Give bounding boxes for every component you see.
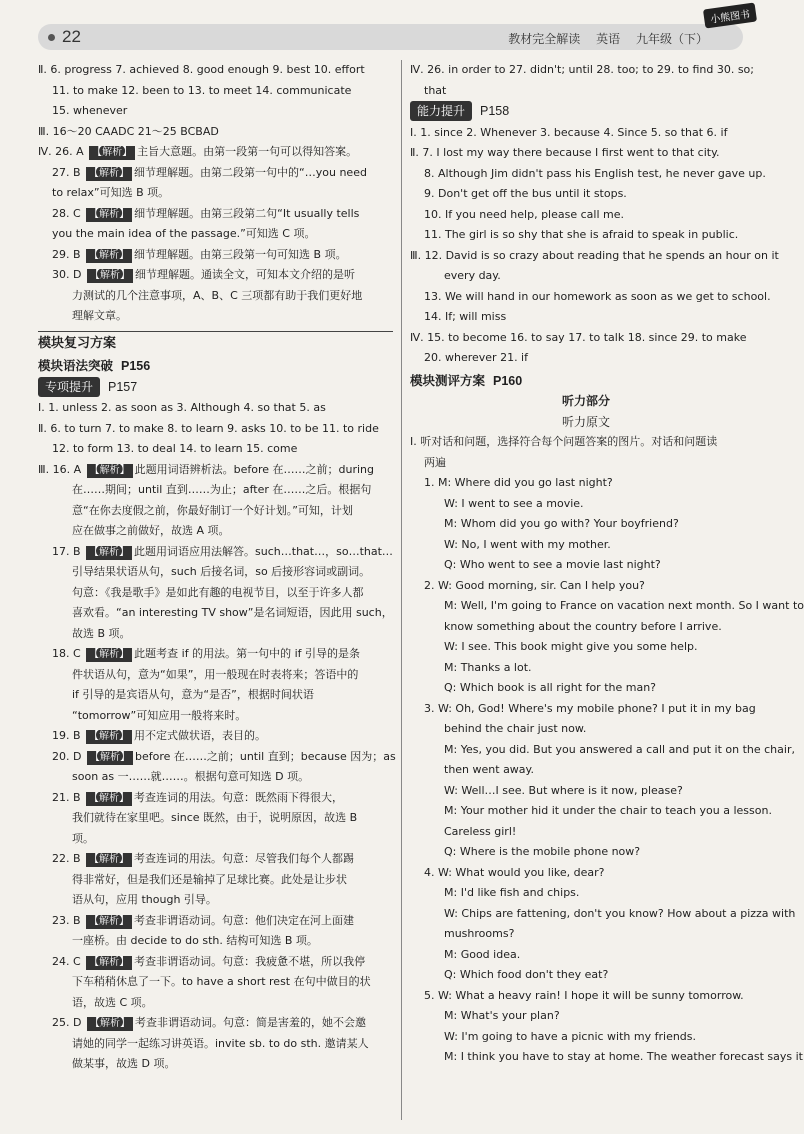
answer-line: 13. We will hand in our homework as soon as we get to school. bbox=[424, 289, 771, 303]
answer-line: Q: Which book is all right for the man? bbox=[444, 681, 657, 694]
answer-line: Ⅲ. 12. David is so crazy about reading that he spends an hour on it bbox=[410, 248, 779, 262]
answer-line bbox=[38, 911, 393, 932]
answer-number: 23. B bbox=[52, 913, 85, 927]
analysis-tag: 【解析】 bbox=[86, 546, 132, 560]
answer-line: 故选 B 项。 bbox=[72, 626, 131, 640]
answer-number: 21. B bbox=[52, 790, 85, 804]
answer-line: M: I'd like fish and chips. bbox=[444, 886, 580, 899]
analysis-tag: 【解析】 bbox=[86, 792, 132, 806]
left-column bbox=[38, 60, 396, 1075]
analysis-tag: 【解析】 bbox=[86, 648, 132, 662]
answer-line: every day. bbox=[444, 269, 501, 282]
answer-number: 19. B bbox=[52, 729, 85, 742]
answer-line bbox=[38, 849, 393, 870]
answer-line: Q: Which food don't they eat? bbox=[444, 968, 609, 981]
answer-line bbox=[38, 747, 396, 768]
answer-line bbox=[38, 788, 393, 809]
answer-line: 语从句，应用 though 引导。 bbox=[72, 893, 217, 906]
answer-line: 意“在你去度假之前，你最好制订一个好计划。”可知，计划 bbox=[72, 503, 353, 517]
answer-line: 下车稍稍休息了一下。to have a short rest 在句中做目的状 bbox=[72, 975, 371, 988]
answer-line: W: I went to see a movie. bbox=[444, 496, 584, 510]
analysis-tag: 【解析】 bbox=[86, 730, 132, 744]
analysis-text: 此题用词语应用法解答。such…that…，so…that… bbox=[134, 544, 393, 558]
answer-line: Ⅲ. 16～20 CAADC 21～25 BCBAD bbox=[38, 124, 219, 138]
answer-line: 语，故选 C 项。 bbox=[72, 995, 153, 1009]
analysis-tag: 【解析】 bbox=[89, 146, 135, 160]
answer-line: 14. If; will miss bbox=[424, 310, 507, 323]
answer-line: Careless girl! bbox=[444, 824, 517, 838]
page-reference: P158 bbox=[480, 104, 510, 118]
analysis-tag: 【解析】 bbox=[86, 167, 132, 181]
answer-line: 做某事，故选 D 项。 bbox=[72, 1057, 176, 1070]
book-title: 教材完全解读 bbox=[508, 32, 581, 46]
answer-number: 28. C bbox=[52, 206, 85, 220]
answer-line bbox=[38, 726, 393, 747]
answer-number: 18. C bbox=[52, 647, 85, 660]
answer-line: Q: Where is the mobile phone now? bbox=[444, 845, 641, 858]
answer-line: 得非常好，但是我们还是输掉了足球比赛。此处是让步状 bbox=[72, 872, 347, 886]
centered-heading: 听力部分 bbox=[561, 394, 610, 408]
analysis-text: 细节理解题。由第二段第一句中的“…you need bbox=[134, 165, 367, 179]
answer-line: then went away. bbox=[444, 763, 534, 776]
answer-line: 3. W: Oh, God! Where's my mobile phone? I put it in my bag bbox=[424, 701, 756, 715]
answer-line: Ⅱ. 7. I lost my way there because I first went to that city. bbox=[410, 146, 720, 159]
answer-line: W: No, I went with my mother. bbox=[444, 537, 611, 551]
answer-number: 17. B bbox=[52, 544, 85, 558]
pill-label: 专项提升 bbox=[38, 377, 100, 397]
answer-line: to relax”可知选 B 项。 bbox=[52, 186, 170, 199]
answer-line bbox=[38, 204, 393, 225]
analysis-text: 此题考查 if 的用法。第一句中的 if 引导的是条 bbox=[134, 647, 361, 660]
answer-line: know something about the country before I arrive. bbox=[444, 619, 722, 633]
analysis-tag: 【解析】 bbox=[86, 956, 132, 970]
answer-line: 项。 bbox=[72, 831, 94, 845]
answer-line: Ⅰ. 1. since 2. Whenever 3. because 4. Since 5. so that 6. if bbox=[410, 125, 728, 139]
answer-number: 20. D bbox=[52, 749, 85, 763]
answer-line: M: Thanks a lot. bbox=[444, 660, 532, 674]
analysis-tag: 【解析】 bbox=[87, 269, 133, 283]
answer-line: W: Chips are fattening, don't you know? How about a pizza with bbox=[444, 906, 796, 920]
analysis-tag: 【解析】 bbox=[86, 853, 132, 867]
answer-number: 24. C bbox=[52, 954, 85, 968]
answer-line: Ⅳ. 15. to become 16. to say 17. to talk 18. since 29. to make bbox=[410, 330, 747, 344]
pill-heading bbox=[410, 101, 762, 123]
answer-line: M: Good idea. bbox=[444, 947, 521, 961]
answer-line: 引导结果状语从句，such 后接名词，so 后接形容词或副词。 bbox=[72, 565, 371, 578]
bullet-dot-icon bbox=[48, 34, 55, 41]
answer-line: 10. If you need help, please call me. bbox=[424, 207, 624, 221]
publisher-logo: 小熊图书 bbox=[703, 2, 757, 28]
answer-line: 一座桥。由 decide to do sth. 结构可知选 B 项。 bbox=[72, 934, 318, 947]
answer-line: M: Your mother hid it under the chair to teach you a lesson. bbox=[444, 804, 772, 817]
centered-heading: 听力原文 bbox=[561, 414, 610, 429]
answer-line bbox=[38, 1013, 393, 1034]
answer-line: 20. wherever 21. if bbox=[424, 351, 528, 364]
answer-line: 5. W: What a heavy rain! I hope it will be sunny tomorrow. bbox=[424, 988, 744, 1002]
answer-number: Ⅳ. 26. A bbox=[38, 145, 88, 158]
subject-label: 英语 bbox=[596, 32, 621, 46]
answer-line: Ⅱ. 6. to turn 7. to make 8. to learn 9. asks 10. to be 11. to ride bbox=[38, 421, 379, 435]
answer-line: 12. to form 13. to deal 14. to learn 15. come bbox=[52, 442, 298, 455]
answer-line bbox=[38, 163, 393, 184]
answer-line: Ⅰ. 听对话和问题，选择符合每个问题答案的图片。对话和问题读 bbox=[410, 435, 718, 448]
analysis-text: 考查连词的用法。句意：尽管我们每个人都踢 bbox=[134, 852, 355, 865]
answer-line: “tomorrow”可知应用一般将来时。 bbox=[72, 708, 247, 722]
subsection-heading bbox=[38, 356, 393, 377]
section-heading: 模块复习方案 bbox=[38, 331, 393, 355]
answer-number: 30. D bbox=[52, 268, 85, 281]
analysis-text: 考查非谓语动词。句意：我疲惫不堪，所以我停 bbox=[134, 954, 366, 968]
answer-line bbox=[38, 245, 393, 266]
answer-line: 两遍 bbox=[424, 455, 446, 469]
answer-line: 2. W: Good morning, sir. Can I help you? bbox=[424, 578, 645, 592]
analysis-tag: 【解析】 bbox=[87, 1017, 133, 1031]
answer-line: M: What's your plan? bbox=[444, 1009, 560, 1022]
answer-line: soon as 一……就……。根据句意可知选 D 项。 bbox=[72, 770, 310, 783]
answer-line: that bbox=[424, 83, 447, 97]
pill-heading bbox=[38, 377, 393, 399]
answer-line: Ⅳ. 26. in order to 27. didn't; until 28. too; to 29. to find 30. so; bbox=[410, 63, 754, 76]
answer-line: Q: Who went to see a movie last night? bbox=[444, 558, 661, 571]
answer-line: 句意：《我是歌手》是如此有趣的电视节目，以至于许多人都 bbox=[72, 585, 364, 599]
subsection-title: 模块语法突破 bbox=[38, 358, 114, 373]
answer-line bbox=[38, 265, 393, 286]
answer-line: you the main idea of the passage.”可知选 C 项。 bbox=[52, 227, 316, 240]
answer-line: W: I'm going to have a picnic with my friends. bbox=[444, 1029, 697, 1043]
right-column bbox=[410, 60, 804, 1068]
answer-line: 1. M: Where did you go last night? bbox=[424, 476, 613, 489]
answer-line: M: Well, I'm going to France on vacation next month. So I want to bbox=[444, 599, 804, 612]
answer-line: Ⅱ. 6. progress 7. achieved 8. good enough 9. best 10. effort bbox=[38, 63, 365, 76]
analysis-tag: 【解析】 bbox=[86, 249, 132, 263]
answer-line: 喜欢看。“an interesting TV show”是名词短语，因此用 such， bbox=[72, 606, 393, 619]
answer-line: behind the chair just now. bbox=[444, 722, 587, 735]
answer-line bbox=[38, 142, 393, 163]
answer-line: 9. Don't get off the bus until it stops. bbox=[424, 187, 627, 200]
answer-line bbox=[38, 460, 393, 481]
page-reference: P160 bbox=[493, 373, 523, 388]
analysis-text: 考查非谓语动词。句意：简是害羞的，她不会邀 bbox=[134, 1016, 366, 1029]
page-reference: P157 bbox=[108, 379, 138, 394]
analysis-text: 细节理解题。通读全文，可知本文介绍的是听 bbox=[134, 268, 355, 281]
page-reference: P156 bbox=[121, 359, 151, 373]
analysis-text: 此题用词语辨析法。before 在……之前；during bbox=[134, 462, 374, 476]
analysis-text: 考查非谓语动词。句意：他们决定在河上面建 bbox=[134, 913, 355, 927]
answer-number: 27. B bbox=[52, 165, 85, 179]
analysis-text: 细节理解题。由第三段第二句“It usually tells bbox=[134, 206, 360, 220]
answer-number: 29. B bbox=[52, 247, 85, 261]
answer-line: W: Well…I see. But where is it now, please? bbox=[444, 783, 683, 797]
subsection-heading bbox=[410, 371, 762, 392]
answer-number: 22. B bbox=[52, 852, 85, 865]
analysis-tag: 【解析】 bbox=[86, 208, 132, 222]
answer-line: M: I think you have to stay at home. The weather forecast says it bbox=[444, 1050, 803, 1063]
grade-label: 九年级（下） bbox=[635, 32, 708, 46]
analysis-text: 主旨大意题。由第一段第一句可以得知答案。 bbox=[137, 145, 358, 158]
analysis-tag: 【解析】 bbox=[86, 915, 132, 929]
page-number: 22 bbox=[62, 27, 81, 46]
answer-number: 25. D bbox=[52, 1016, 85, 1029]
analysis-text: 用不定式做状语，表目的。 bbox=[134, 729, 267, 742]
answer-line: 11. to make 12. been to 13. to meet 14. communicate bbox=[52, 83, 352, 97]
analysis-tag: 【解析】 bbox=[87, 464, 133, 478]
answer-line: 力测试的几个注意事项，A、B、C 三项都有助于我们更好地 bbox=[72, 288, 363, 302]
answer-number: Ⅲ. 16. A bbox=[38, 462, 85, 476]
answer-line: 应在做事之前做好，故选 A 项。 bbox=[72, 524, 230, 537]
analysis-tag: 【解析】 bbox=[87, 751, 133, 765]
answer-line: 11. The girl is so shy that she is afraid to speak in public. bbox=[424, 228, 739, 241]
answer-line bbox=[38, 542, 393, 563]
answer-line: W: I see. This book might give you some help. bbox=[444, 640, 698, 653]
answer-line: mushrooms? bbox=[444, 927, 515, 940]
page-header bbox=[0, 0, 768, 58]
answer-line: if 引导的是宾语从句，意为“是否”，根据时间状语 bbox=[72, 688, 314, 701]
answer-line: 请她的同学一起练习讲英语。invite sb. to do sth. 邀请某人 bbox=[72, 1036, 369, 1050]
answer-line bbox=[38, 952, 393, 973]
answer-line bbox=[38, 644, 393, 665]
answer-line: 4. W: What would you like, dear? bbox=[424, 865, 605, 879]
column-divider bbox=[401, 60, 402, 1120]
answer-line: 在……期间；until 直到……为止；after 在……之后。根据句 bbox=[72, 483, 372, 496]
answer-line: M: Whom did you go with? Your boyfriend? bbox=[444, 517, 679, 530]
pill-label: 能力提升 bbox=[410, 101, 472, 121]
header-info bbox=[496, 30, 708, 47]
analysis-text: before 在……之前；until 直到；because 因为；as bbox=[134, 749, 396, 763]
analysis-text: 考查连词的用法。句意：既然雨下得很大， bbox=[134, 790, 344, 804]
answer-line: 理解文章。 bbox=[72, 309, 127, 322]
answer-line: 我们就待在家里吧。since 既然，由于，说明原因，故选 B bbox=[72, 811, 358, 824]
analysis-text: 细节理解题。由第三段第一句可知选 B 项。 bbox=[134, 247, 347, 261]
answer-line: M: Yes, you did. But you answered a call and put it on the chair, bbox=[444, 742, 795, 756]
subsection-title: 模块测评方案 bbox=[410, 372, 486, 388]
answer-line: 8. Although Jim didn't pass his English test, he never gave up. bbox=[424, 166, 766, 180]
answer-line: 件状语从句，意为“如果”，用一般现在时表将来；答语中的 bbox=[72, 667, 359, 681]
answer-line: Ⅰ. 1. unless 2. as soon as 3. Although 4. so that 5. as bbox=[38, 401, 326, 414]
answer-line: 15. whenever bbox=[52, 104, 128, 117]
